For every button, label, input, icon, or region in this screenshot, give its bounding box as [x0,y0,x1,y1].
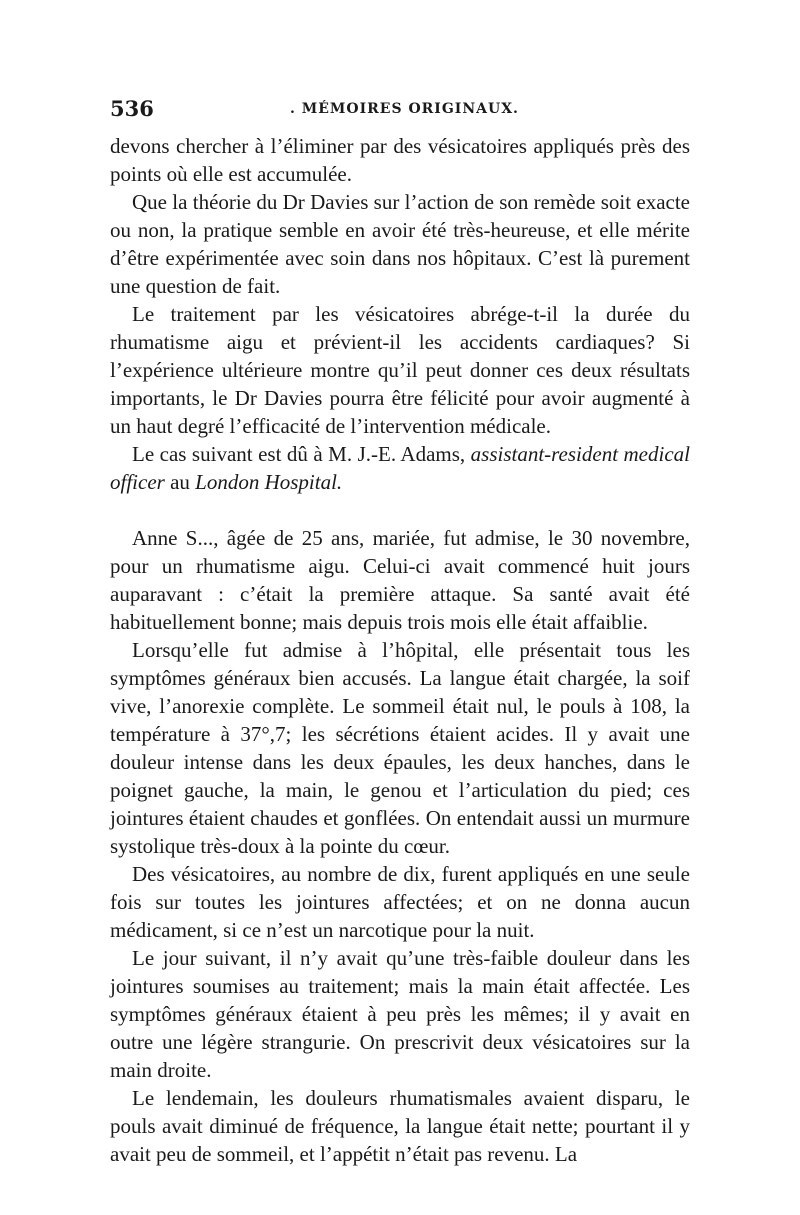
paragraph-5: Anne S..., âgée de 25 ans, mariée, fut admise, le 30 novembre, pour un rhumatisme aigu. Celui-ci avait commencé huit jours auparavant : c’était la première attaque. Sa santé avait été habituellement bonne; mais depuis trois mois elle était affaiblie. [110,526,690,634]
paragraph-1: devons chercher à l’éliminer par des vésicatoires appliqués près des points où elle est accumulée. [110,134,690,186]
paragraph-6: Lorsqu’elle fut admise à l’hôpital, elle présentait tous les symptômes généraux bien accusés. La langue était chargée, la soif vive, l’anorexie complète. Le sommeil était nul, le pouls à 108, la température à 37°,7; les sécrétions étaient acides. Il y avait une douleur intense dans les deux épaules, les deux hanches, dans le poignet gauche, la main, le genou et l’articulation du pied; ces jointures étaient chaudes et gonflées. On entendait aussi un murmure systolique très-doux à la pointe du cœur. [110,638,690,858]
paragraph-4 [110,440,690,496]
page-number: 536 [110,96,154,121]
page-header [110,96,690,126]
paragraph-8: Le jour suivant, il n’y avait qu’une très-faible douleur dans les jointures soumises au traitement; mais la main était affectée. Les symptômes généraux étaient à peu près les mêmes; il y avait en outre une légère strangurie. On prescrivit deux vésicatoires sur la main droite. [110,946,690,1082]
paragraph-7: Des vésicatoires, au nombre de dix, furent appliqués en une seule fois sur toutes les jointures affectées; et on ne donna aucun médicament, si ce n’est un narcotique pour la nuit. [110,862,690,942]
paragraph-4-italic-hospital: London Hospital. [195,470,343,494]
paragraph-4-intro: Le cas suivant est dû à M. J.-E. Adams, [132,442,471,466]
paragraph-2: Que la théorie du Dr Davies sur l’action de son remède soit exacte ou non, la pratique semble en avoir été très-heureuse, et elle mérite d’être expérimentée avec soin dans nos hôpitaux. C’est là purement une question de fait. [110,190,690,298]
running-head: . MÉMOIRES ORIGINAUX. [290,101,519,117]
paragraph-4-connector: au [164,470,196,494]
paragraph-3: Le traitement par les vésicatoires abrége-t-il la durée du rhumatisme aigu et prévient-il les accidents cardiaques? Si l’expérience ultérieure montre qu’il peut donner ces deux résultats importants, le Dr Davies pourra être félicité pour avoir augmenté à un haut degré l’efficacité de l’intervention médicale. [110,302,690,438]
paragraph-9: Le lendemain, les douleurs rhumatismales avaient disparu, le pouls avait diminué de fréquence, la langue était nette; pourtant il y avait peu de sommeil, et l’appétit n’était pas revenu. La [110,1086,690,1166]
paragraph-4-italic-title: assistant-resident medical officer [110,442,690,494]
body-text [110,132,690,1168]
